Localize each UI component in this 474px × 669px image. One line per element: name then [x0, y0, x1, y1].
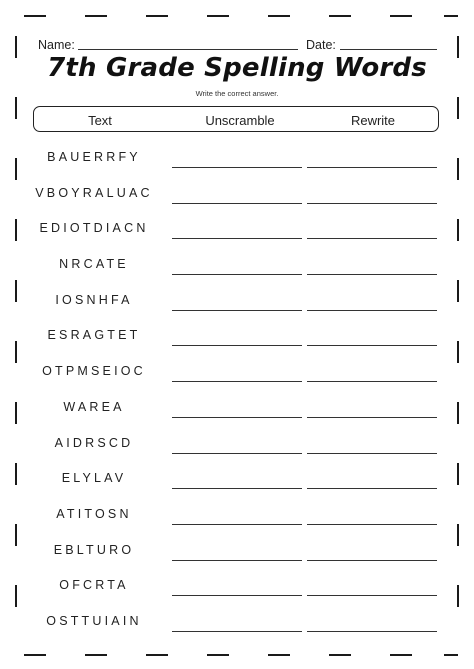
- border-dash: [329, 15, 351, 17]
- border-dash: [444, 15, 458, 17]
- word-row: [0, 139, 474, 175]
- unscramble-answer-line[interactable]: [172, 203, 302, 204]
- scrambled-word: IOSNHFA: [55, 292, 133, 307]
- word-row: [0, 246, 474, 282]
- word-list: [0, 139, 474, 639]
- border-dash: [85, 15, 107, 17]
- unscramble-answer-line[interactable]: [172, 595, 302, 596]
- rewrite-answer-line[interactable]: [307, 238, 437, 239]
- word-row: [0, 603, 474, 639]
- border-dash: [390, 15, 412, 17]
- border-dash: [146, 654, 168, 656]
- unscramble-answer-line[interactable]: [172, 524, 302, 525]
- word-row: [0, 317, 474, 353]
- scrambled-word: EBLTURO: [53, 542, 135, 557]
- column-header-text: Text: [88, 113, 112, 128]
- border-dash: [24, 654, 46, 656]
- border-dash: [390, 654, 412, 656]
- rewrite-answer-line[interactable]: [307, 417, 437, 418]
- rewrite-answer-line[interactable]: [307, 524, 437, 525]
- word-row: [0, 389, 474, 425]
- scrambled-word: OSTTUIAIN: [46, 613, 142, 628]
- word-row: [0, 282, 474, 318]
- rewrite-answer-line[interactable]: [307, 453, 437, 454]
- border-dash: [24, 15, 46, 17]
- border-dash: [329, 654, 351, 656]
- unscramble-answer-line[interactable]: [172, 560, 302, 561]
- name-label: Name:: [38, 38, 75, 52]
- page-title: 7th Grade Spelling Words: [47, 53, 427, 83]
- word-row: [0, 353, 474, 389]
- word-row: [0, 175, 474, 211]
- column-header-rewrite: Rewrite: [350, 113, 396, 128]
- scrambled-word: EDIOTDIACN: [39, 221, 149, 236]
- unscramble-answer-line[interactable]: [172, 417, 302, 418]
- rewrite-answer-line[interactable]: [307, 381, 437, 382]
- rewrite-answer-line[interactable]: [307, 488, 437, 489]
- unscramble-answer-line[interactable]: [172, 381, 302, 382]
- border-dash: [268, 654, 290, 656]
- word-row: [0, 496, 474, 532]
- scrambled-word: ELYLAV: [61, 471, 127, 486]
- border-dash: [207, 654, 229, 656]
- scrambled-word: AIDRSCD: [54, 435, 134, 450]
- unscramble-answer-line[interactable]: [172, 488, 302, 489]
- border-dash: [85, 654, 107, 656]
- border-dash: [457, 97, 459, 119]
- unscramble-answer-line[interactable]: [172, 310, 302, 311]
- scrambled-word: ESRAGTET: [47, 328, 141, 343]
- word-row: [0, 425, 474, 461]
- scrambled-word: BAUERRFY: [47, 150, 141, 164]
- date-label: Date:: [306, 38, 336, 52]
- word-row: [0, 210, 474, 246]
- rewrite-answer-line[interactable]: [307, 310, 437, 311]
- rewrite-answer-line[interactable]: [307, 631, 437, 632]
- border-dash: [207, 15, 229, 17]
- scrambled-word: ATITOSN: [56, 506, 132, 521]
- page-subtitle: Write the correct answer.: [195, 89, 279, 98]
- border-dash: [15, 97, 17, 119]
- unscramble-answer-line[interactable]: [172, 631, 302, 632]
- scrambled-word: NRCATE: [59, 257, 129, 272]
- column-header-unscramble: Unscramble: [205, 113, 275, 128]
- word-row: [0, 532, 474, 568]
- rewrite-answer-line[interactable]: [307, 167, 437, 168]
- word-row: [0, 460, 474, 496]
- border-dash: [146, 15, 168, 17]
- unscramble-answer-line[interactable]: [172, 453, 302, 454]
- scrambled-word: WAREA: [63, 399, 125, 414]
- unscramble-answer-line[interactable]: [172, 345, 302, 346]
- border-dash: [268, 15, 290, 17]
- name-field[interactable]: [78, 49, 298, 50]
- word-row: [0, 567, 474, 603]
- scrambled-word: VBOYRALUAC: [35, 185, 153, 200]
- scrambled-word: OFCRTA: [59, 578, 129, 593]
- date-field[interactable]: [340, 49, 437, 50]
- border-dash: [444, 654, 458, 656]
- rewrite-answer-line[interactable]: [307, 560, 437, 561]
- scrambled-word: OTPMSEIOC: [42, 364, 146, 379]
- rewrite-answer-line[interactable]: [307, 595, 437, 596]
- unscramble-answer-line[interactable]: [172, 167, 302, 168]
- rewrite-answer-line[interactable]: [307, 345, 437, 346]
- rewrite-answer-line[interactable]: [307, 274, 437, 275]
- unscramble-answer-line[interactable]: [172, 238, 302, 239]
- rewrite-answer-line[interactable]: [307, 203, 437, 204]
- unscramble-answer-line[interactable]: [172, 274, 302, 275]
